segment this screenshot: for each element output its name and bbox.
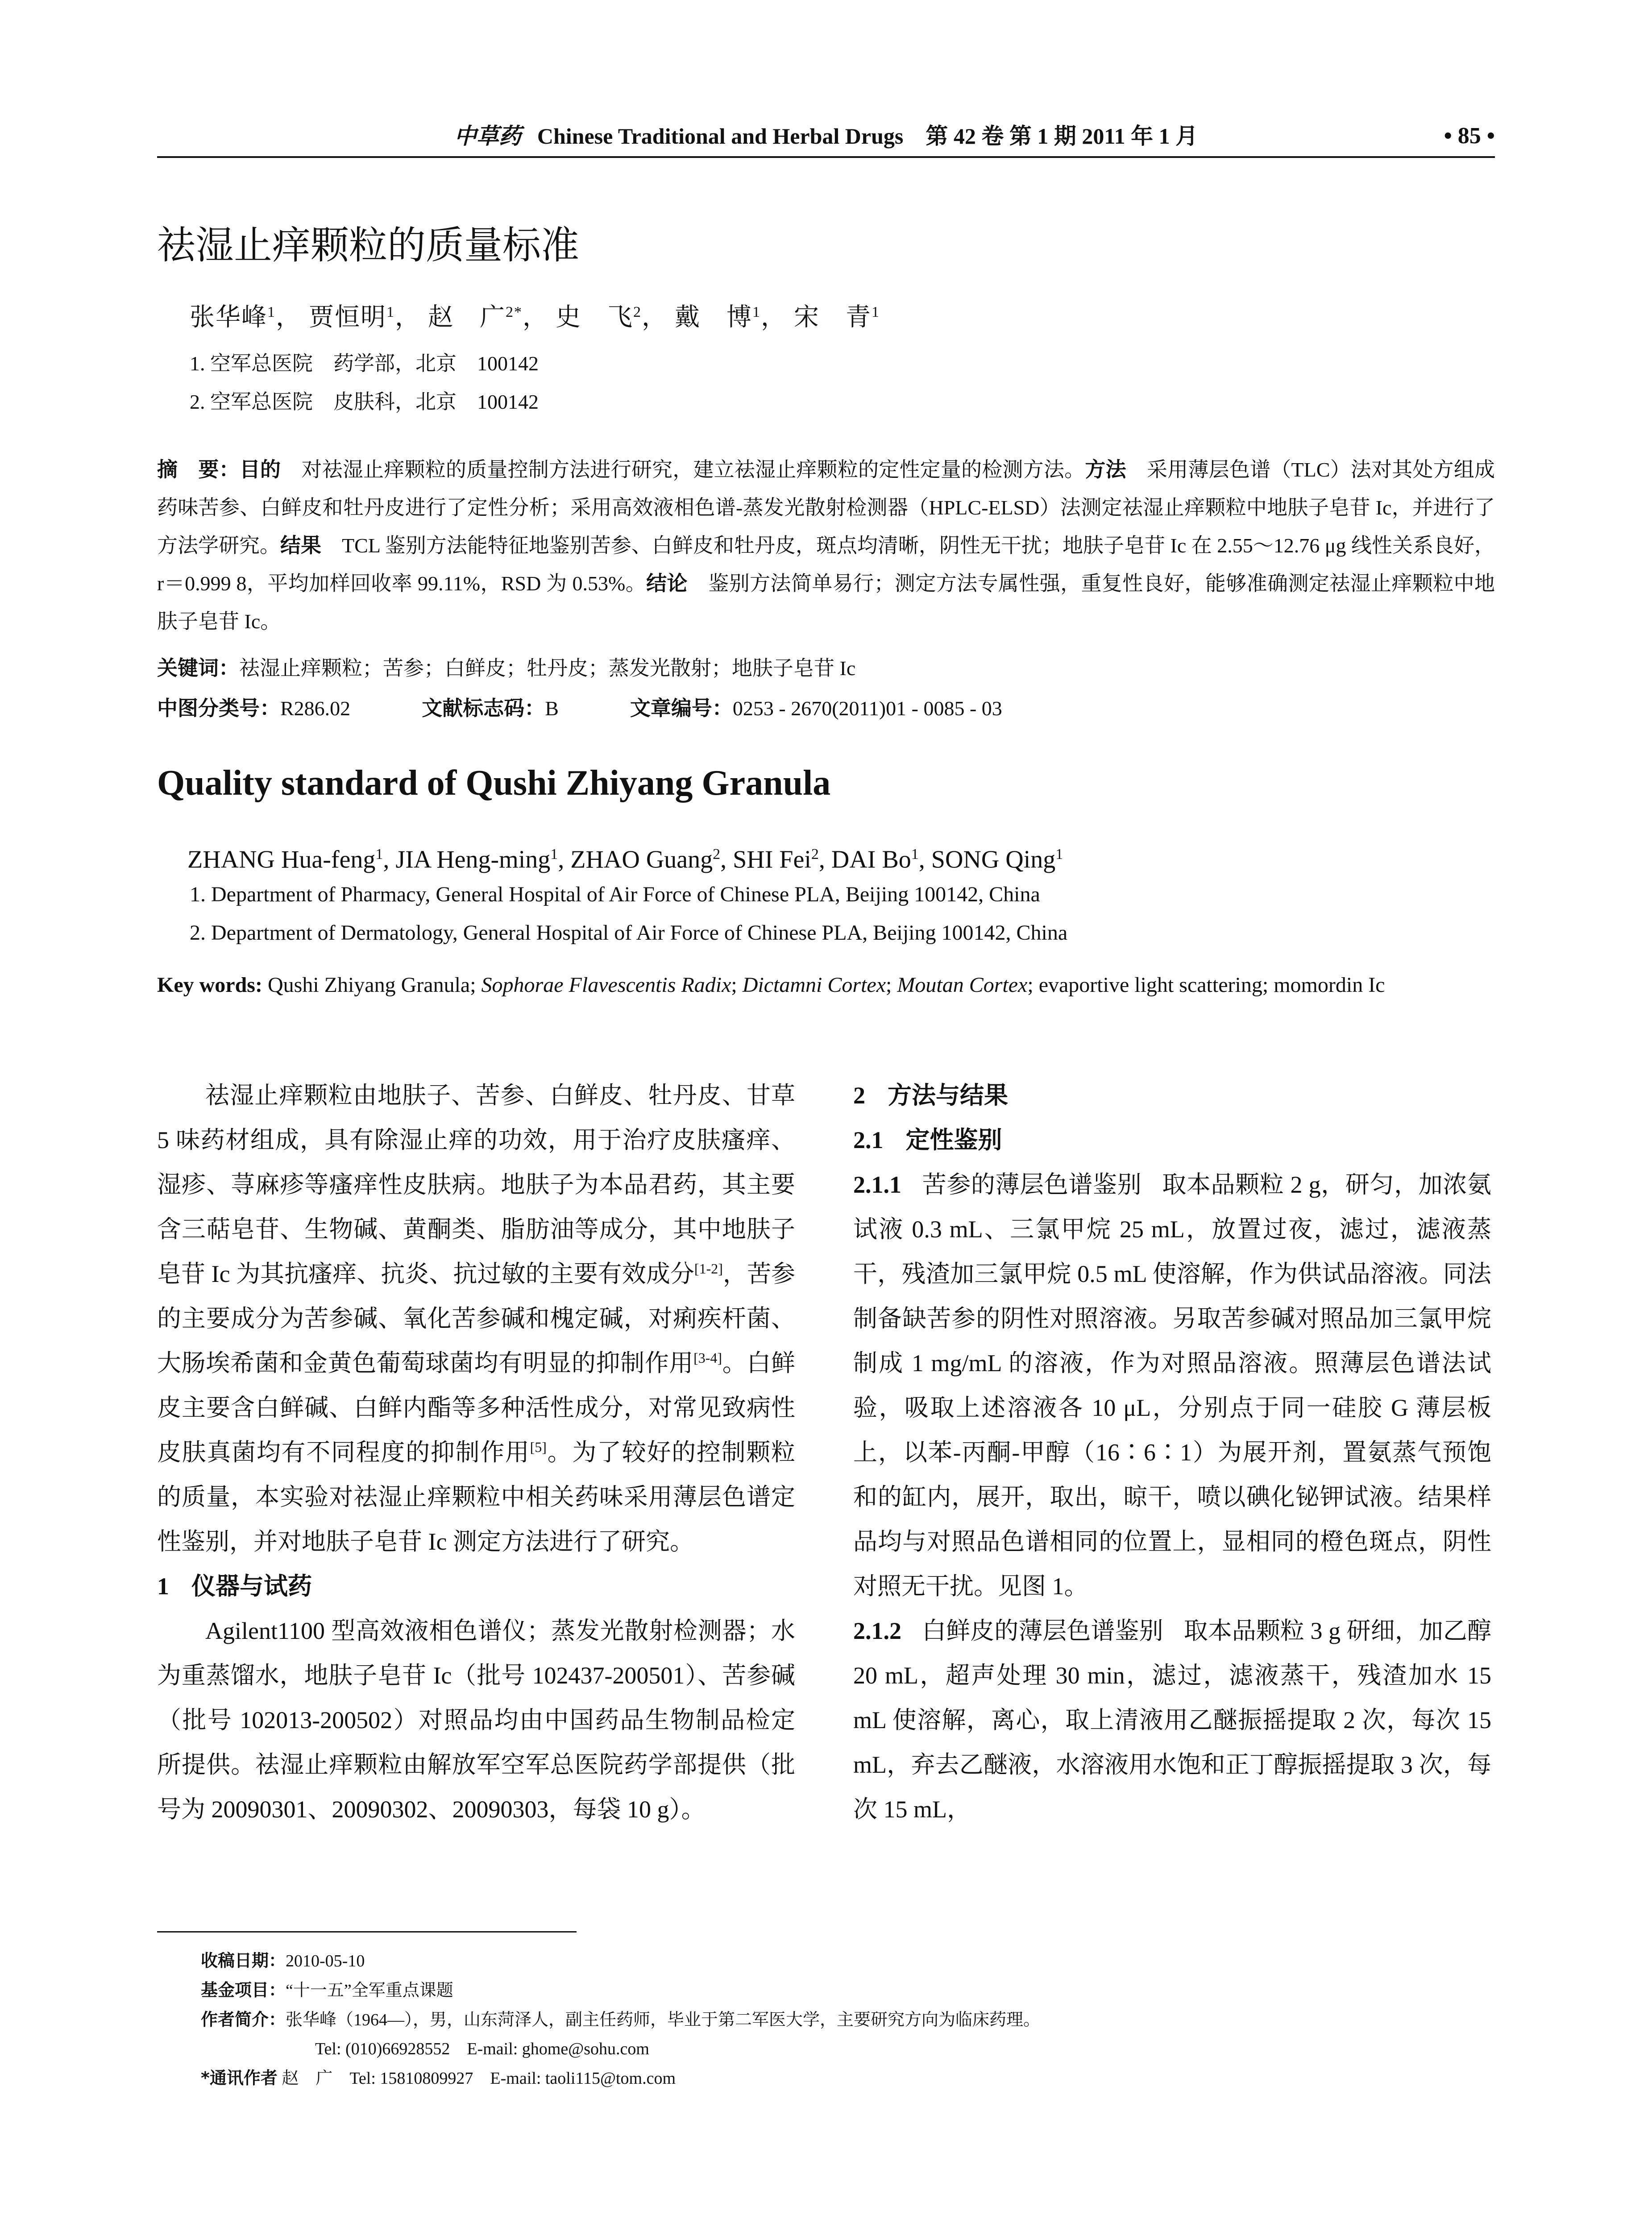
author-en: SONG Qing: [931, 846, 1056, 874]
footnote-label: *通讯作者: [201, 2068, 278, 2088]
authors-cn: 张华峰$^1$， 贾恒明$^1$， 赵 广$^{2*}$， 史 飞$^2$， 戴 博$^1$， 宋 青$^1$: [190, 303, 880, 332]
section-2-1-1-paragraph: [853, 1162, 1491, 1609]
keyword-en: Moutan Cortex: [897, 973, 1028, 997]
author-sup: 1: [1055, 846, 1063, 863]
footnote-divider: [157, 1931, 577, 1932]
author-cn: 史 飞: [556, 303, 633, 332]
result-label: 结果: [280, 533, 322, 557]
keyword-en: Qushi Zhiyang Granula: [267, 973, 470, 997]
affiliation-en: 2. Department of Dermatology, General Hospital of Air Force of Chinese PLA, Beijing 100142, China: [190, 921, 1068, 945]
subsection-title: 苦参的薄层色谱鉴别: [922, 1171, 1142, 1198]
author-cn: 贾恒明: [309, 303, 386, 332]
author-sup: 1: [872, 304, 880, 320]
method-text: 采用薄层色谱（TLC）法对其处方组成药味苦参、白鲜皮和牡丹皮进行了定性分析；采用高效液相色谱-蒸发光散射检测器（HPLC-ELSD）法测定祛湿止痒颗粒中地肤子皂苷 Ic，并进行了方法学研究。: [157, 458, 1495, 557]
author-en: ZHAO Guang: [570, 846, 713, 874]
footnote-received: [201, 1946, 1040, 1976]
article-no-value: 0253 - 2670(2011)01 - 0085 - 03: [732, 697, 1002, 720]
author-sup: 1: [550, 846, 558, 863]
subsection-text: 取本品颗粒 3 g 研细，加乙醇 20 mL，超声处理 30 min，滤过，滤液蒸干，残渣加水 15 mL 使溶解，离心，取上清液用乙醚振摇提取 2 次，每次 15 mL，弃去乙醚液，水溶液用水饱和正丁醇振摇提取 3 次，每次 15 mL，: [853, 1617, 1491, 1823]
journal-name-cn: 中草药: [454, 123, 521, 149]
section-title: 方法与结果: [888, 1081, 1008, 1109]
section-heading-1: [157, 1564, 795, 1609]
section-number: 2: [853, 1082, 865, 1109]
header-divider: [157, 156, 1495, 158]
footnote-text: 张华峰（1964—），男，山东菏泽人，副主任药师，毕业于第二军医大学，主要研究方向为临床药理。: [286, 2011, 1041, 2029]
footnote-text: “十一五”全军重点课题: [286, 1981, 453, 2000]
clc-label: 中图分类号：: [157, 696, 280, 720]
keyword-en: Sophorae Flavescentis Radix: [481, 973, 731, 997]
affiliation-cn: 2. 空军总医院 皮肤科，北京 100142: [190, 390, 539, 413]
body-column-right: [853, 1073, 1491, 1832]
footnote-text: 赵 广 Tel: 15810809927 E-mail: taoli115@tom.com: [282, 2069, 676, 2088]
footnote-text: 2010-05-10: [286, 1952, 365, 1970]
footnote-author-bio: [201, 2005, 1040, 2035]
footnote-label: 作者简介：: [201, 2010, 286, 2029]
article-no-label: 文章编号：: [630, 696, 733, 720]
author-cn: 宋 青: [794, 303, 872, 332]
section-title: 定性鉴别: [905, 1126, 1002, 1154]
footnote-author-contact: [201, 2035, 1040, 2064]
author-sup: 2: [811, 846, 819, 863]
author-sup: 2: [713, 846, 721, 863]
doc-code-label: 文献标志码：: [422, 696, 545, 720]
authors-en: ZHANG Hua-feng$^1$, JIA Heng-ming$^1$, ZHAO Guang$^2$, SHI Fei$^2$, DAI Bo$^1$, SONG Qing$^1$: [187, 846, 1063, 874]
author-en: ZHANG Hua-feng: [187, 846, 376, 874]
result-text: TCL 鉴别方法能特征地鉴别苦参、白鲜皮和牡丹皮，斑点均清晰，阴性无干扰；地肤子皂苷 Ic 在 2.55～12.76 μg 线性关系良好，r＝0.999 8，平均加样回收率 99.11%，RSD 为 0.53%。: [157, 534, 1495, 595]
doc-code-value: B: [545, 697, 559, 720]
section-1-paragraph: Agilent1100 型高效液相色谱仪；蒸发光散射检测器；水为重蒸馏水，地肤子皂苷 Ic（批号 102437-200501）、苦参碱（批号 102013-200502）对照品均由中国药品生物制品检定所提供。祛湿止痒颗粒由解放军空军总医院药学部提供（批号为 20090301、20090302、20090303，每袋 10 g）。: [157, 1617, 795, 1823]
title-en: Quality standard of Qushi Zhiyang Granula: [157, 763, 831, 803]
keyword-en: evaportive light scattering: [1038, 973, 1262, 997]
journal-header: [157, 120, 1495, 152]
section-2-1-2-paragraph: [853, 1609, 1491, 1832]
objective-text: 对祛湿止痒颗粒的质量控制方法进行研究，建立祛湿止痒颗粒的定性定量的检测方法。: [301, 458, 1085, 481]
intro-text: 祛湿止痒颗粒由地肤子、苦参、白鲜皮、牡丹皮、甘草 5 味药材组成，具有除湿止痒的功效，用于治疗皮肤瘙痒、湿疹、荨麻疹等瘙痒性皮肤病。地肤子为本品君药，其主要含三萜皂苷、生物碱、黄酮类、脂肪油等成分，其中地肤子皂苷 Ic 为其抗瘙痒、抗炎、抗过敏的主要有效成分: [157, 1082, 795, 1287]
page-number: • 85 •: [1444, 123, 1495, 149]
author-sup: 2*: [506, 304, 523, 320]
intro-paragraph: [157, 1073, 795, 1564]
intro-text: ，苦参的主要成分为苦参碱、氧化苦参碱和槐定碱，对痢疾杆菌、大肠埃希菌和金黄色葡萄球菌均有明显的抑制作用: [157, 1261, 795, 1377]
keywords-label: 关键词：: [157, 656, 239, 680]
conclusion-text: 鉴别方法简单易行；测定方法专属性强，重复性良好，能够准确测定祛湿止痒颗粒中地肤子皂苷 Ic。: [157, 572, 1495, 633]
classification-line: [157, 689, 1002, 727]
journal-issue-info: Chinese Traditional and Herbal Drugs 第 42 卷 第 1 期 2011 年 1 月: [537, 124, 1198, 149]
abstract-cn: [157, 451, 1495, 640]
citation: [3-4]: [693, 1350, 722, 1366]
subsection-number: 2.1.2: [853, 1617, 901, 1644]
author-en: JIA Heng-ming: [395, 846, 551, 874]
objective-label: 目的: [239, 457, 281, 481]
running-header: [157, 120, 1495, 152]
intro-text: 。为了较好的控制颗粒的质量，本实验对祛湿止痒颗粒中相关药味采用薄层色谱定性鉴别，并对地肤子皂苷 Ic 测定方法进行了研究。: [157, 1439, 796, 1555]
subsection-number: 2.1.1: [853, 1171, 901, 1198]
keyword-en: Dictamni Cortex: [742, 973, 886, 997]
keyword-en: momordin Ic: [1274, 973, 1385, 997]
author-sup: 2: [633, 304, 642, 320]
conclusion-label: 结论: [646, 571, 688, 595]
section-title: 仪器与试药: [191, 1572, 312, 1600]
footnote-label: 收稿日期：: [201, 1951, 286, 1970]
keywords-cn: [157, 649, 855, 687]
abstract-label: 摘 要：: [157, 457, 240, 481]
author-sup: 1: [752, 304, 761, 320]
footnote-corresponding: [201, 2064, 1040, 2093]
subsection-text: 取本品颗粒 2 g，研匀，加浓氨试液 0.3 mL、三氯甲烷 25 mL，放置过夜，滤过，滤液蒸干，残渣加三氯甲烷 0.5 mL 使溶解，作为供试品溶液。同法制备缺苦参的阴性对照溶液。另取苦参碱对照品加三氯甲烷制成 1 mg/mL 的溶液，作为对照品溶液。照薄层色谱法试验，吸取上述溶液各 10 μL，分别点于同一硅胶 G 薄层板上，以苯-丙酮-甲醇（16∶6∶1）为展开剂，置氨蒸气预饱和的缸内，展开，取出，晾干，喷以碘化铋钾试液。结果样品均与对照品色谱相同的位置上，显相同的橙色斑点，阴性对照无干扰。见图 1。: [853, 1171, 1491, 1600]
footnote-funding: [201, 1976, 1040, 2005]
author-cn: 戴 博: [675, 303, 752, 332]
method-label: 方法: [1085, 457, 1126, 481]
citation: [1-2]: [694, 1261, 723, 1277]
keywords-en: Key words: Qushi Zhiyang Granula; Sophorae Flavescentis Radix; Dictamni Cortex; Moutan Cortex; evaportive light scattering; momordin Ic: [157, 973, 1385, 997]
author-sup: 1: [267, 304, 276, 320]
intro-text: 。白鲜皮主要含白鲜碱、白鲜内酯等多种活性成分，对常见致病性皮肤真菌均有不同程度的抑制作用: [157, 1350, 796, 1466]
section-number: 1: [157, 1573, 169, 1600]
subsection-title: 白鲜皮的薄层色谱鉴别: [922, 1617, 1163, 1644]
clc-value: R286.02: [280, 697, 351, 720]
affiliation-cn: 1. 空军总医院 药学部，北京 100142: [190, 352, 539, 375]
author-en: DAI Bo: [831, 846, 911, 874]
title-cn: 祛湿止痒颗粒的质量标准: [157, 223, 579, 268]
section-heading-2-1: [853, 1118, 1491, 1162]
author-cn: 赵 广: [428, 303, 506, 332]
footnote-label: 基金项目：: [201, 1980, 286, 2000]
affiliation-en: 1. Department of Pharmacy, General Hospital of Air Force of Chinese PLA, Beijing 100142, China: [190, 883, 1040, 906]
body-column-left: [157, 1073, 795, 1832]
keywords-en-label: Key words:: [157, 973, 262, 997]
section-number: 2.1: [853, 1127, 884, 1153]
author-cn: 张华峰: [190, 303, 267, 332]
author-sup: 1: [375, 846, 383, 863]
citation: [5]: [530, 1439, 547, 1455]
footnote-text: Tel: (010)66928552 E-mail: ghome@sohu.com: [315, 2040, 649, 2058]
author-en: SHI Fei: [733, 846, 811, 874]
author-sup: 1: [911, 846, 919, 863]
section-heading-2: [853, 1073, 1491, 1118]
keywords-text: 祛湿止痒颗粒；苦参；白鲜皮；牡丹皮；蒸发光散射；地肤子皂苷 Ic: [239, 657, 856, 680]
footnotes: [201, 1946, 1040, 2093]
author-sup: 1: [386, 304, 395, 320]
